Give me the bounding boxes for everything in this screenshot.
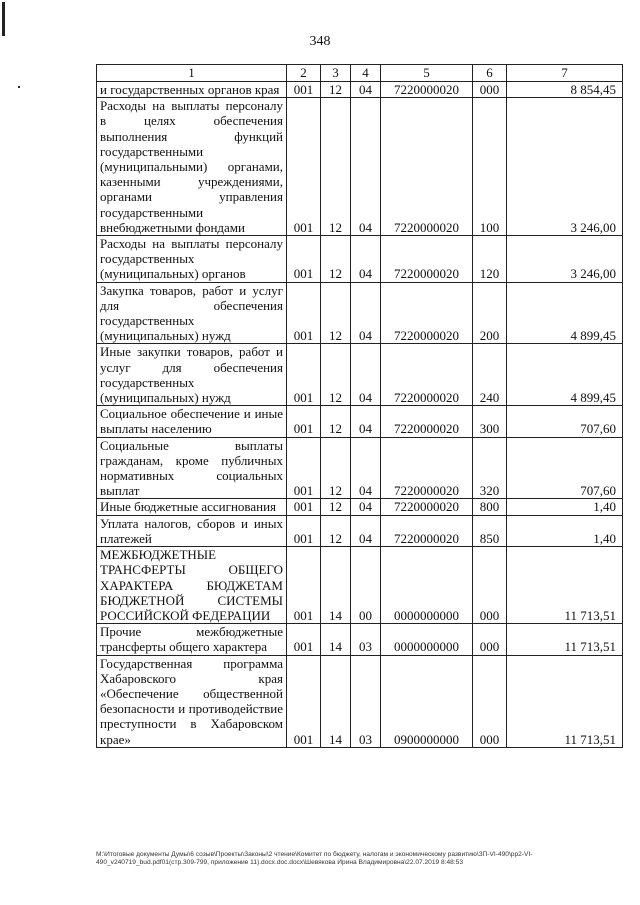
table-row	[97, 499, 623, 515]
table-row	[97, 236, 623, 283]
expense-type-cell: 100	[473, 98, 507, 236]
expense-type-cell: 850	[473, 515, 507, 546]
row-description: Социальное обеспечение и иные выплаты населению	[97, 406, 287, 437]
code-admin-cell: 001	[287, 82, 321, 98]
expense-type-cell: 000	[473, 82, 507, 98]
code-admin-cell: 001	[287, 437, 321, 499]
amount-cell: 4 899,45	[507, 282, 623, 344]
target-article-cell: 7220000020	[381, 82, 473, 98]
col-header-3: 3	[321, 65, 351, 82]
target-article-cell: 7220000020	[381, 515, 473, 546]
expense-type-cell: 300	[473, 406, 507, 437]
file-path-footer: М:\Итоговые документы Думы\6 созыв\Проекты\Законы\2 чтение\Комитет по бюджету, налогам и экономическому развитию\ЗП-VI-490\рр2-VI-490_v240719_bud.pdf01(стр.309-799, приложение 11).docx.doc.docx\Шевякова Ирина Владимировна\22.07.2019 8:48:53	[96, 851, 533, 866]
code-admin-cell: 001	[287, 406, 321, 437]
row-description: Уплата налогов, сборов и иных платежей	[97, 515, 287, 546]
expense-type-cell: 000	[473, 547, 507, 624]
subsection-cell: 04	[351, 406, 381, 437]
code-admin-cell: 001	[287, 499, 321, 515]
amount-cell: 1,40	[507, 515, 623, 546]
expense-type-cell: 000	[473, 624, 507, 655]
col-header-4: 4	[351, 65, 381, 82]
table-row	[97, 655, 623, 747]
target-article-cell: 0000000000	[381, 547, 473, 624]
section-cell: 12	[321, 515, 351, 546]
subsection-cell: 00	[351, 547, 381, 624]
code-admin-cell: 001	[287, 624, 321, 655]
table-row	[97, 82, 623, 98]
expense-type-cell: 800	[473, 499, 507, 515]
amount-cell: 11 713,51	[507, 655, 623, 747]
amount-cell: 11 713,51	[507, 547, 623, 624]
target-article-cell: 0000000000	[381, 624, 473, 655]
page-number: 348	[309, 34, 331, 49]
col-header-7: 7	[507, 65, 623, 82]
subsection-cell: 03	[351, 655, 381, 747]
section-cell: 12	[321, 98, 351, 236]
row-description: Иные закупки товаров, работ и услуг для обеспечения государственных (муниципальных) нужд	[97, 344, 287, 406]
target-article-cell: 7220000020	[381, 236, 473, 283]
scan-speck	[18, 86, 20, 88]
section-cell: 12	[321, 282, 351, 344]
target-article-cell: 7220000020	[381, 406, 473, 437]
subsection-cell: 04	[351, 282, 381, 344]
code-admin-cell: 001	[287, 655, 321, 747]
amount-cell: 3 246,00	[507, 236, 623, 283]
subsection-cell: 04	[351, 437, 381, 499]
table-row	[97, 547, 623, 624]
code-admin-cell: 001	[287, 236, 321, 283]
code-admin-cell: 001	[287, 547, 321, 624]
margin-mark	[2, 2, 5, 36]
col-header-5: 5	[381, 65, 473, 82]
table-row	[97, 624, 623, 655]
row-description: Государственная программа Хабаровского края «Обеспечение общественной безопасности и противодействие преступности в Хабаровском крае»	[97, 655, 287, 747]
code-admin-cell: 001	[287, 344, 321, 406]
amount-cell: 1,40	[507, 499, 623, 515]
section-cell: 12	[321, 499, 351, 515]
table-row	[97, 515, 623, 546]
section-cell: 12	[321, 236, 351, 283]
section-cell: 14	[321, 624, 351, 655]
table-row	[97, 344, 623, 406]
target-article-cell: 7220000020	[381, 499, 473, 515]
col-header-1: 1	[97, 65, 287, 82]
section-cell: 12	[321, 82, 351, 98]
code-admin-cell: 001	[287, 282, 321, 344]
section-cell: 12	[321, 406, 351, 437]
row-description: МЕЖБЮДЖЕТНЫЕ ТРАНСФЕРТЫ ОБЩЕГО ХАРАКТЕРА БЮДЖЕТАМ БЮДЖЕТНОЙ СИСТЕМЫ РОССИЙСКОЙ ФЕДЕРАЦИИ	[97, 547, 287, 624]
table-row	[97, 437, 623, 499]
amount-cell: 4 899,45	[507, 344, 623, 406]
subsection-cell: 04	[351, 344, 381, 406]
budget-table	[96, 64, 623, 748]
target-article-cell: 7220000020	[381, 98, 473, 236]
table-row	[97, 282, 623, 344]
row-description: Социальные выплаты гражданам, кроме публичных нормативных социальных выплат	[97, 437, 287, 499]
expense-type-cell: 000	[473, 655, 507, 747]
target-article-cell: 7220000020	[381, 344, 473, 406]
subsection-cell: 04	[351, 98, 381, 236]
expense-type-cell: 200	[473, 282, 507, 344]
target-article-cell: 7220000020	[381, 282, 473, 344]
target-article-cell: 0900000000	[381, 655, 473, 747]
section-cell: 12	[321, 344, 351, 406]
subsection-cell: 04	[351, 82, 381, 98]
subsection-cell: 04	[351, 236, 381, 283]
subsection-cell: 03	[351, 624, 381, 655]
row-description: и государственных органов края	[97, 82, 287, 98]
row-description: Закупка товаров, работ и услуг для обеспечения государственных (муниципальных) нужд	[97, 282, 287, 344]
amount-cell: 707,60	[507, 437, 623, 499]
table-row	[97, 98, 623, 236]
amount-cell: 3 246,00	[507, 98, 623, 236]
amount-cell: 8 854,45	[507, 82, 623, 98]
amount-cell: 707,60	[507, 406, 623, 437]
subsection-cell: 04	[351, 499, 381, 515]
row-description: Прочие межбюджетные трансферты общего характера	[97, 624, 287, 655]
col-header-2: 2	[287, 65, 321, 82]
section-cell: 14	[321, 655, 351, 747]
target-article-cell: 7220000020	[381, 437, 473, 499]
amount-cell: 11 713,51	[507, 624, 623, 655]
subsection-cell: 04	[351, 515, 381, 546]
row-description: Расходы на выплаты персоналу государственных (муниципальных) органов	[97, 236, 287, 283]
section-cell: 14	[321, 547, 351, 624]
code-admin-cell: 001	[287, 98, 321, 236]
col-header-6: 6	[473, 65, 507, 82]
expense-type-cell: 120	[473, 236, 507, 283]
code-admin-cell: 001	[287, 515, 321, 546]
section-cell: 12	[321, 437, 351, 499]
expense-type-cell: 320	[473, 437, 507, 499]
row-description: Расходы на выплаты персоналу в целях обеспечения выполнения функций государственными (муниципальными) органами, казенными учреждениями, органами управления государственными внебюджетными фондами	[97, 98, 287, 236]
expense-type-cell: 240	[473, 344, 507, 406]
row-description: Иные бюджетные ассигнования	[97, 499, 287, 515]
table-row	[97, 406, 623, 437]
header-row	[97, 65, 623, 82]
